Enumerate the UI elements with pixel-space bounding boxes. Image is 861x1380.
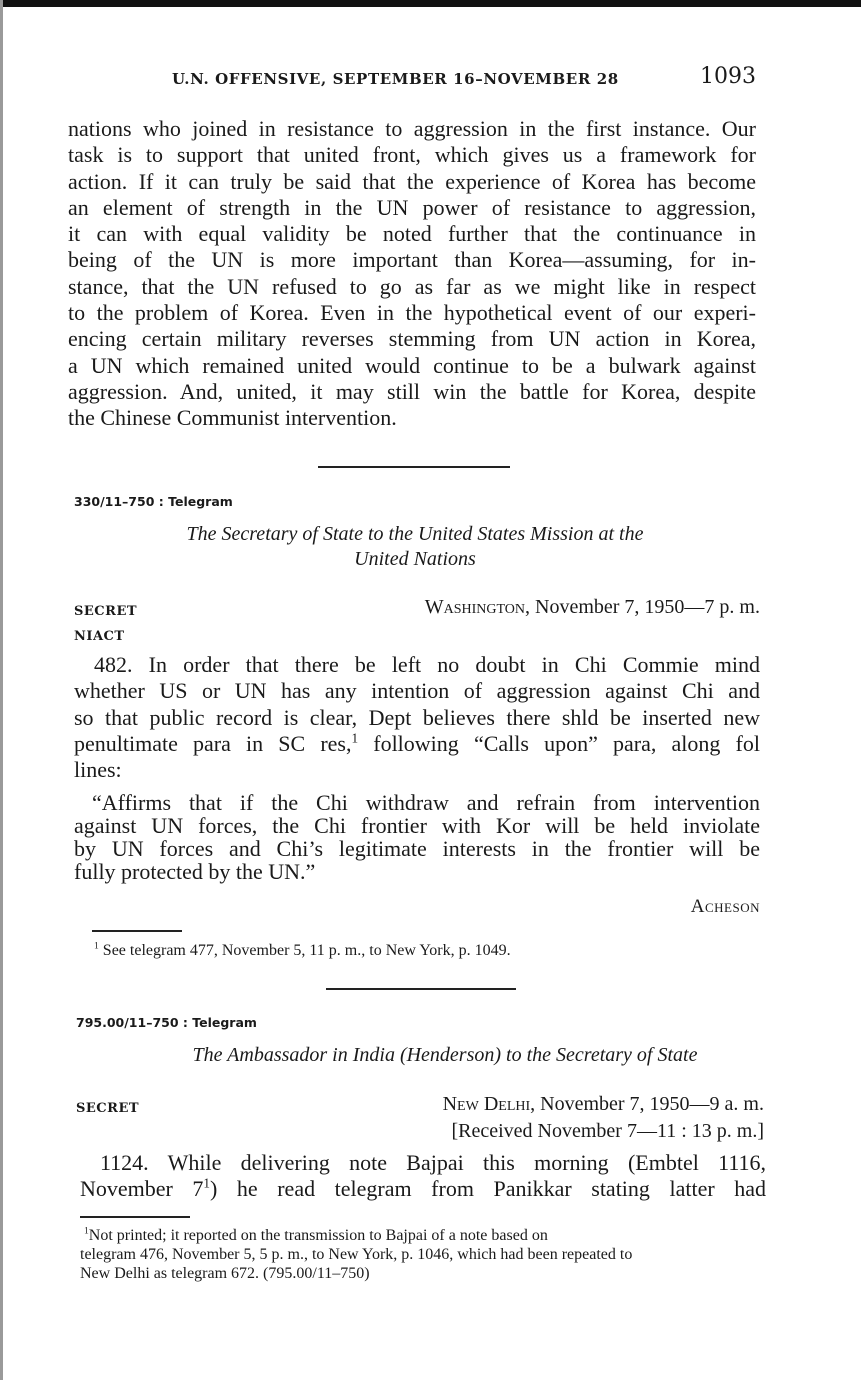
text-line: it can with equal validity be noted further that the continuance in xyxy=(68,221,756,247)
page-left-edge xyxy=(0,0,3,1380)
footnote-line: New Delhi as telegram 672. (795.00/11–750) xyxy=(80,1265,370,1282)
doc2-received: [Received November 7—11 : 13 p. m.] xyxy=(451,1120,764,1142)
text-line: action. If it can truly be said that the experience of Korea has become xyxy=(68,168,756,194)
text-segment: penultimate para in SC res, xyxy=(74,730,352,756)
doc1-precedence: NIACT xyxy=(74,629,125,644)
text-line: stance, that the UN refused to go as far as we might like in respect xyxy=(68,273,756,299)
text-line: lines: xyxy=(74,757,122,783)
doc1-footnote xyxy=(94,941,754,960)
doc1-signature: Acheson xyxy=(690,896,760,917)
text-line: nations who joined in resistance to aggression in the first instance. Our xyxy=(68,116,756,141)
doc2-title xyxy=(80,1043,810,1068)
text-line xyxy=(74,731,760,757)
footnote-text: See telegram 477, November 5, 11 p. m., to New York, p. 1049. xyxy=(98,942,511,959)
footnote-marker: 1 xyxy=(94,940,99,952)
text-line: an element of strength in the UN power of resistance to aggression, xyxy=(68,194,756,220)
text-line: encing certain military reverses stemming from UN action in Korea, xyxy=(68,326,756,352)
text-line-content: 1124. While delivering note Bajpai this morning (Embtel 1116, xyxy=(100,1150,766,1175)
footnote-reference[interactable]: 1 xyxy=(203,1175,211,1191)
text-line: against UN forces, the Chi frontier with Kor will be held inviolate xyxy=(74,813,760,838)
doc2-date: , November 7, 1950—9 a. m. xyxy=(530,1093,764,1115)
doc1-place: Washington xyxy=(424,596,526,618)
text-line: by UN forces and Chi’s legitimate interests in the frontier will be xyxy=(74,836,760,861)
doc2-title-part: ) to the Secretary of State xyxy=(494,1044,698,1066)
doc2-file-number: 795.00/11–750 : Telegram xyxy=(76,1015,257,1030)
footnote-line: telegram 476, November 5, 5 p. m., to New York, p. 1046, which had been repeated to xyxy=(80,1246,633,1263)
text-line: aggression. And, united, it may still win the battle for Korea, despite xyxy=(68,378,756,404)
doc1-title xyxy=(80,522,750,572)
text-line: whether US or UN has any intention of aggression against Chi and xyxy=(74,678,760,704)
doc1-title-line: The Secretary of State to the United States Mission at the xyxy=(186,523,644,545)
text-line xyxy=(80,1150,766,1176)
doc1-quote xyxy=(74,791,760,883)
footnote-reference[interactable]: 1 xyxy=(351,730,359,746)
intro-paragraph xyxy=(68,116,756,432)
text-segment: November 7 xyxy=(80,1176,204,1202)
text-line-content: “Affirms that if the Chi withdraw and refrain from intervention xyxy=(92,790,760,815)
text-line: to the problem of Korea. Even in the hypothetical event of our experi- xyxy=(68,300,756,326)
doc1-file-number: 330/11–750 : Telegram xyxy=(74,494,233,509)
footnote-line xyxy=(80,1226,768,1245)
doc1-dateline xyxy=(340,596,760,619)
doc2-paragraph xyxy=(80,1150,766,1203)
text-line xyxy=(74,791,760,814)
running-head: U.N. OFFENSIVE, SEPTEMBER 16–NOVEMBER 28 xyxy=(172,70,619,88)
footnote-text: Not printed; it reported on the transmission to Bajpai of a note based on xyxy=(88,1227,548,1244)
text-segment: following “Calls upon” para, along fol xyxy=(358,730,760,756)
text-segment: ) he read telegram from Panikkar stating latter had xyxy=(210,1176,766,1202)
doc1-paragraph xyxy=(74,652,760,783)
page-top-border xyxy=(0,0,861,7)
text-line: being of the UN is more important than Korea—assuming, for in- xyxy=(68,247,756,273)
text-line-content: 482. In order that there be left no doubt in Chi Commie mind xyxy=(94,652,760,677)
footnote-marker: 1 xyxy=(84,1225,89,1237)
footnote-divider xyxy=(80,1216,190,1218)
section-divider xyxy=(326,988,516,990)
doc2-title-part: The Ambassador in India ( xyxy=(192,1044,407,1066)
doc2-place: New Delhi xyxy=(442,1093,531,1115)
text-line: the Chinese Communist intervention. xyxy=(68,405,397,431)
page-number: 1093 xyxy=(700,64,756,89)
text-line: task is to support that united front, which gives us a framework for xyxy=(68,142,756,168)
doc2-footnote xyxy=(80,1226,768,1283)
doc1-date: , November 7, 1950—7 p. m. xyxy=(525,596,760,618)
text-line: so that public record is clear, Dept believes there shld be inserted new xyxy=(74,704,760,730)
text-line xyxy=(80,1176,766,1202)
text-line: fully protected by the UN.” xyxy=(74,859,316,884)
section-divider xyxy=(318,466,510,468)
doc1-title-line: United Nations xyxy=(354,548,476,570)
footnote-divider xyxy=(92,930,182,932)
text-line xyxy=(74,652,760,678)
doc1-classification: SECRET xyxy=(74,604,138,619)
doc2-dateline xyxy=(340,1093,764,1116)
text-line: a UN which remained united would continue to be a bulwark against xyxy=(68,352,756,378)
doc2-classification: SECRET xyxy=(76,1101,140,1116)
doc2-title-name: Henderson xyxy=(406,1044,495,1066)
